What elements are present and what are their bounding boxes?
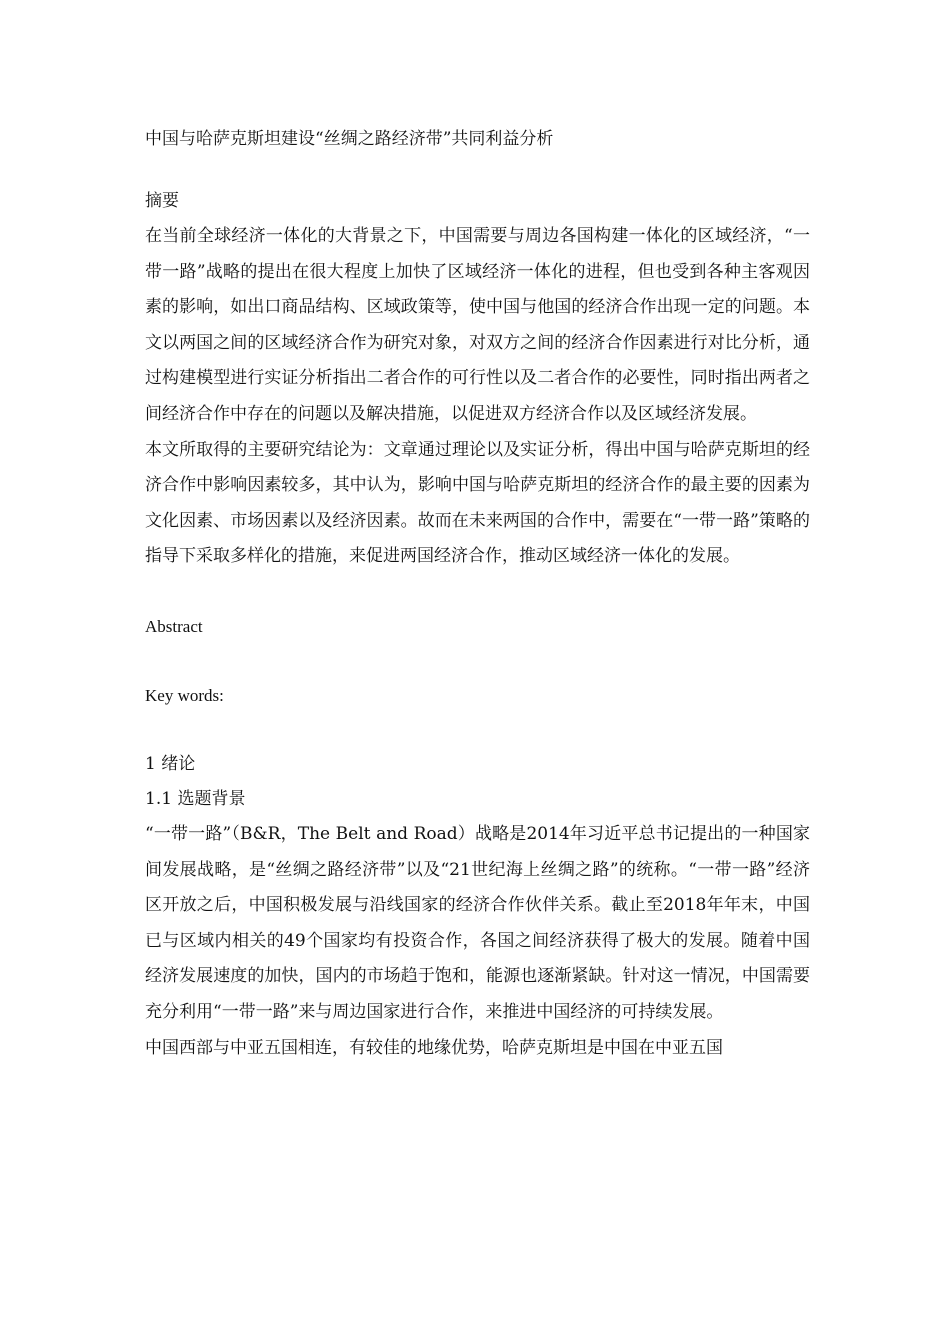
abstract-cn-paragraph: 本文所取得的主要研究结论为：文章通过理论以及实证分析，得出中国与哈萨克斯坦的经济合作中影响因素较多，其中认为，影响中国与哈萨克斯坦的经济合作的最主要的因素为文化因素、市场因素以及经济因素。故而在未来两国的合作中，需要在“一带一路”策略的指导下采取多样化的措施，来促进两国经济合作，推动区域经济一体化的发展。 bbox=[145, 439, 810, 567]
abstract-cn-heading: 摘要 bbox=[145, 191, 179, 211]
document-title: 中国与哈萨克斯坦建设“丝绸之路经济带”共同利益分析 bbox=[145, 129, 554, 149]
chapter-heading: 1 绪论 bbox=[145, 753, 196, 774]
body-paragraph: 中国西部与中亚五国相连，有较佳的地缘优势，哈萨克斯坦是中国在中亚五国 bbox=[145, 1037, 723, 1058]
body-paragraph: “一带一路”（B&R，The Belt and Road）战略是2014年习近平总书记提出的一种国家间发展战略，是“丝绸之路经济带”以及“21世纪海上丝绸之路”的统称。“一带一路”经济区开放之后，中国积极发展与沿线国家的经济合作伙伴关系。截止至2018年年末，中国已与区域内相关的49个国家均有投资合作，各国之间经济获得了极大的发展。随着中国经济发展速度的加快，国内的市场趋于饱和，能源也逐渐紧缺。针对这一情况，中国需要充分利用“一带一路”来与周边国家进行合作，来推进中国经济的可持续发展。 bbox=[145, 823, 810, 1022]
spacer bbox=[145, 157, 810, 184]
document-body bbox=[145, 122, 810, 1066]
spacer bbox=[145, 575, 810, 609]
spacer bbox=[145, 644, 810, 678]
abstract-en-heading: Abstract bbox=[145, 616, 203, 636]
abstract-cn-paragraph: 在当前全球经济一体化的大背景之下，中国需要与周边各国构建一体化的区域经济，“一带一路”战略的提出在很大程度上加快了区域经济一体化的进程，但也受到各种主客观因素的影响，如出口商品结构、区域政策等，使中国与他国的经济合作出现一定的问题。本文以两国之间的区域经济合作为研究对象，对双方之间的经济合作因素进行对比分析，通过构建模型进行实证分析指出二者合作的可行性以及二者合作的必要性，同时指出两者之间经济合作中存在的问题以及解决措施，以促进双方经济合作以及区域经济发展。 bbox=[145, 226, 810, 424]
section-heading: 1.1 选题背景 bbox=[145, 788, 246, 809]
spacer bbox=[145, 713, 810, 747]
keywords-label: Key words: bbox=[145, 685, 224, 705]
